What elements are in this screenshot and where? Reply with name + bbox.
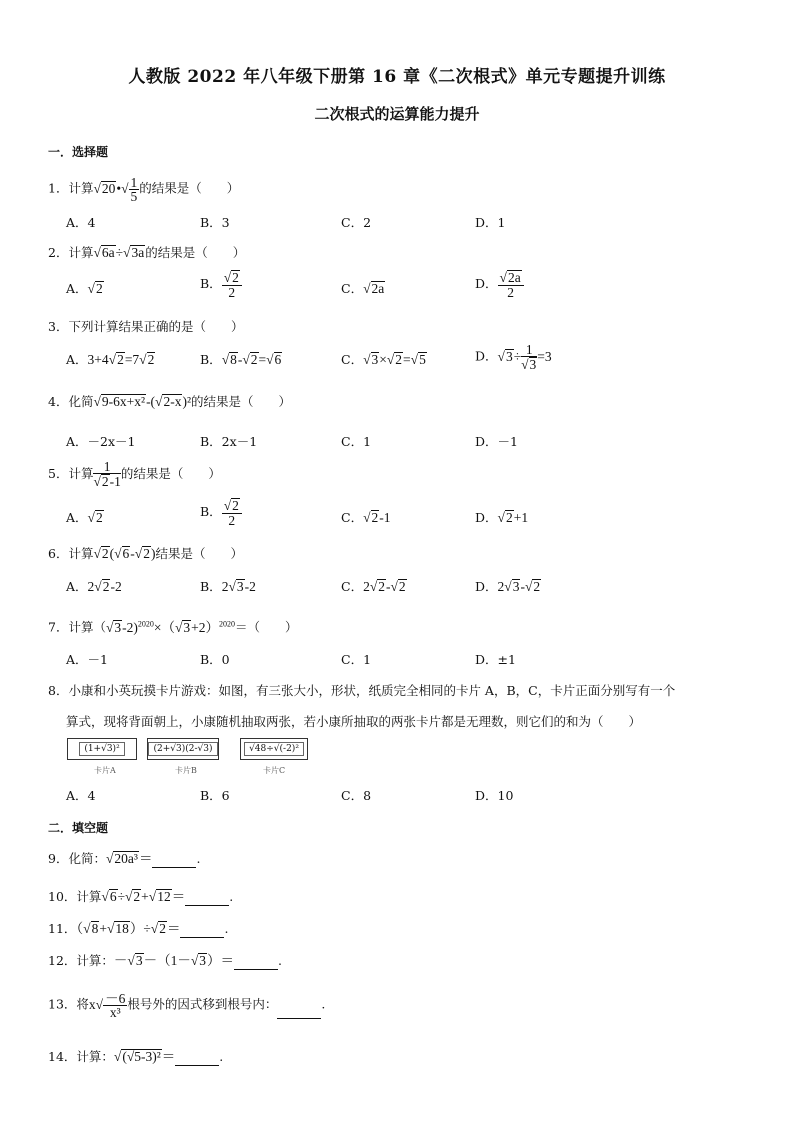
question-10: 10．计算√6÷√2+√12＝ . [48,889,234,904]
question-13: 13．将x√ $\frac{-6}{\text{x³}}$ 根号外的因式移到根号内： . [48,991,326,1020]
card-a-caption: 卡片A [94,766,116,775]
q6-option-c[interactable]: C．2√2-√2 [341,579,406,594]
q9-answer-blank[interactable] [152,855,196,868]
q8-option-a[interactable]: A．4 [66,788,96,803]
q5-option-a[interactable]: A．√2 [66,510,103,525]
question-9: 9．化简：√20a³＝ . [48,851,201,866]
q4-option-c[interactable]: C．1 [341,434,372,449]
q14-answer-blank[interactable] [175,1053,219,1066]
q5-option-b[interactable]: B． $\frac{√2}{2}$ [200,498,242,527]
q6-option-d[interactable]: D．2√3-√2 [475,579,541,594]
q3-option-d[interactable]: D．√3÷ $\frac{1}{√3}$ =3 [475,342,552,372]
q1-option-a[interactable]: A．4 [66,215,96,230]
question-8-line2: 算式，现将背面朝上，小康随机抽取两张，若小康所抽取的两张卡片都是无理数，则它们的和为（ ） [66,714,642,729]
question-2: 2．计算√6a÷√3a的结果是（ ） [48,245,246,260]
q4-option-b[interactable]: B．2x－1 [200,434,258,449]
question-4: 4．化简√9-6x+x²-(√2-x)²的结果是（ ） [48,394,292,409]
card-a: (1+√3)² [67,738,137,760]
q10-answer-blank[interactable] [185,893,229,906]
q2-option-d[interactable]: D． $\frac{√2a}{2}$ [475,270,524,299]
q5-option-d[interactable]: D．√2+1 [475,510,529,525]
q13-answer-blank[interactable] [277,1006,321,1019]
q8-option-c[interactable]: C．8 [341,788,372,803]
q5-option-c[interactable]: C．√2-1 [341,510,391,525]
q4-option-d[interactable]: D．－1 [475,434,518,449]
question-14: 14．计算：√(√5-3)²＝ . [48,1049,224,1064]
question-8: 8．小康和小英玩摸卡片游戏：如图，有三张大小，形状，纸质完全相同的卡片 A，B，C，卡片正面分别写有一个 [48,683,676,698]
q7-option-b[interactable]: B．0 [200,652,230,667]
q3-option-a[interactable]: A．3+4√2=7√2 [66,352,155,367]
q8-option-b[interactable]: B．6 [200,788,230,803]
page-subtitle: 二次根式的运算能力提升 [314,105,480,123]
section-choice: 一．选择题 [48,145,109,159]
question-3: 3．下列计算结果正确的是（ ） [48,319,244,334]
question-11: 11．（√8+√18）÷√2＝ . [48,921,229,936]
q7-option-d[interactable]: D．±1 [475,652,516,667]
q3-option-b[interactable]: B．√8-√2=√6 [200,352,282,367]
card-c-caption: 卡片C [263,766,286,775]
q8-option-d[interactable]: D．10 [475,788,514,803]
question-12: 12．计算：－√3－（1－√3）＝ . [48,953,282,968]
question-7: 7．计算$(√3-2)^{2020}\times(√3+2)^{2020}=$（ ） [48,619,298,635]
q11-answer-blank[interactable] [180,925,224,938]
card-b-caption: 卡片B [175,766,197,775]
q3-option-c[interactable]: C．√3×√2=√5 [341,352,426,367]
card-c: √48÷√(-2)² [240,738,308,760]
q7-option-c[interactable]: C．1 [341,652,372,667]
section-fill: 二．填空题 [48,821,109,835]
q2-option-a[interactable]: A．√2 [66,281,103,296]
page-title: 人教版 2022 年八年级下册第 16 章《二次根式》单元专题提升训练 [128,67,666,87]
card-b: (2+√3)(2-√3) [147,738,219,760]
question-5: 5．计算 $\frac{1}{√2-1}$ 的结果是（ ） [48,459,221,489]
q1-option-c[interactable]: C．2 [341,215,372,230]
q1-option-d[interactable]: D．1 [475,215,506,230]
q4-option-a[interactable]: A．－2x－1 [66,434,136,449]
q12-answer-blank[interactable] [234,957,278,970]
question-1: 1．计算√20•√ $\frac{1}{5}$ 的结果是（ ） [48,175,240,204]
q1-option-b[interactable]: B．3 [200,215,230,230]
q2-option-b[interactable]: B． $\frac{√2}{2}$ [200,270,242,299]
question-6: 6．计算√2(√6-√2)结果是（ ） [48,546,243,561]
q6-option-b[interactable]: B．2√3-2 [200,579,256,594]
q2-option-c[interactable]: C．√2a [341,281,385,296]
q6-option-a[interactable]: A．2√2-2 [66,579,122,594]
q7-option-a[interactable]: A．－1 [66,652,108,667]
